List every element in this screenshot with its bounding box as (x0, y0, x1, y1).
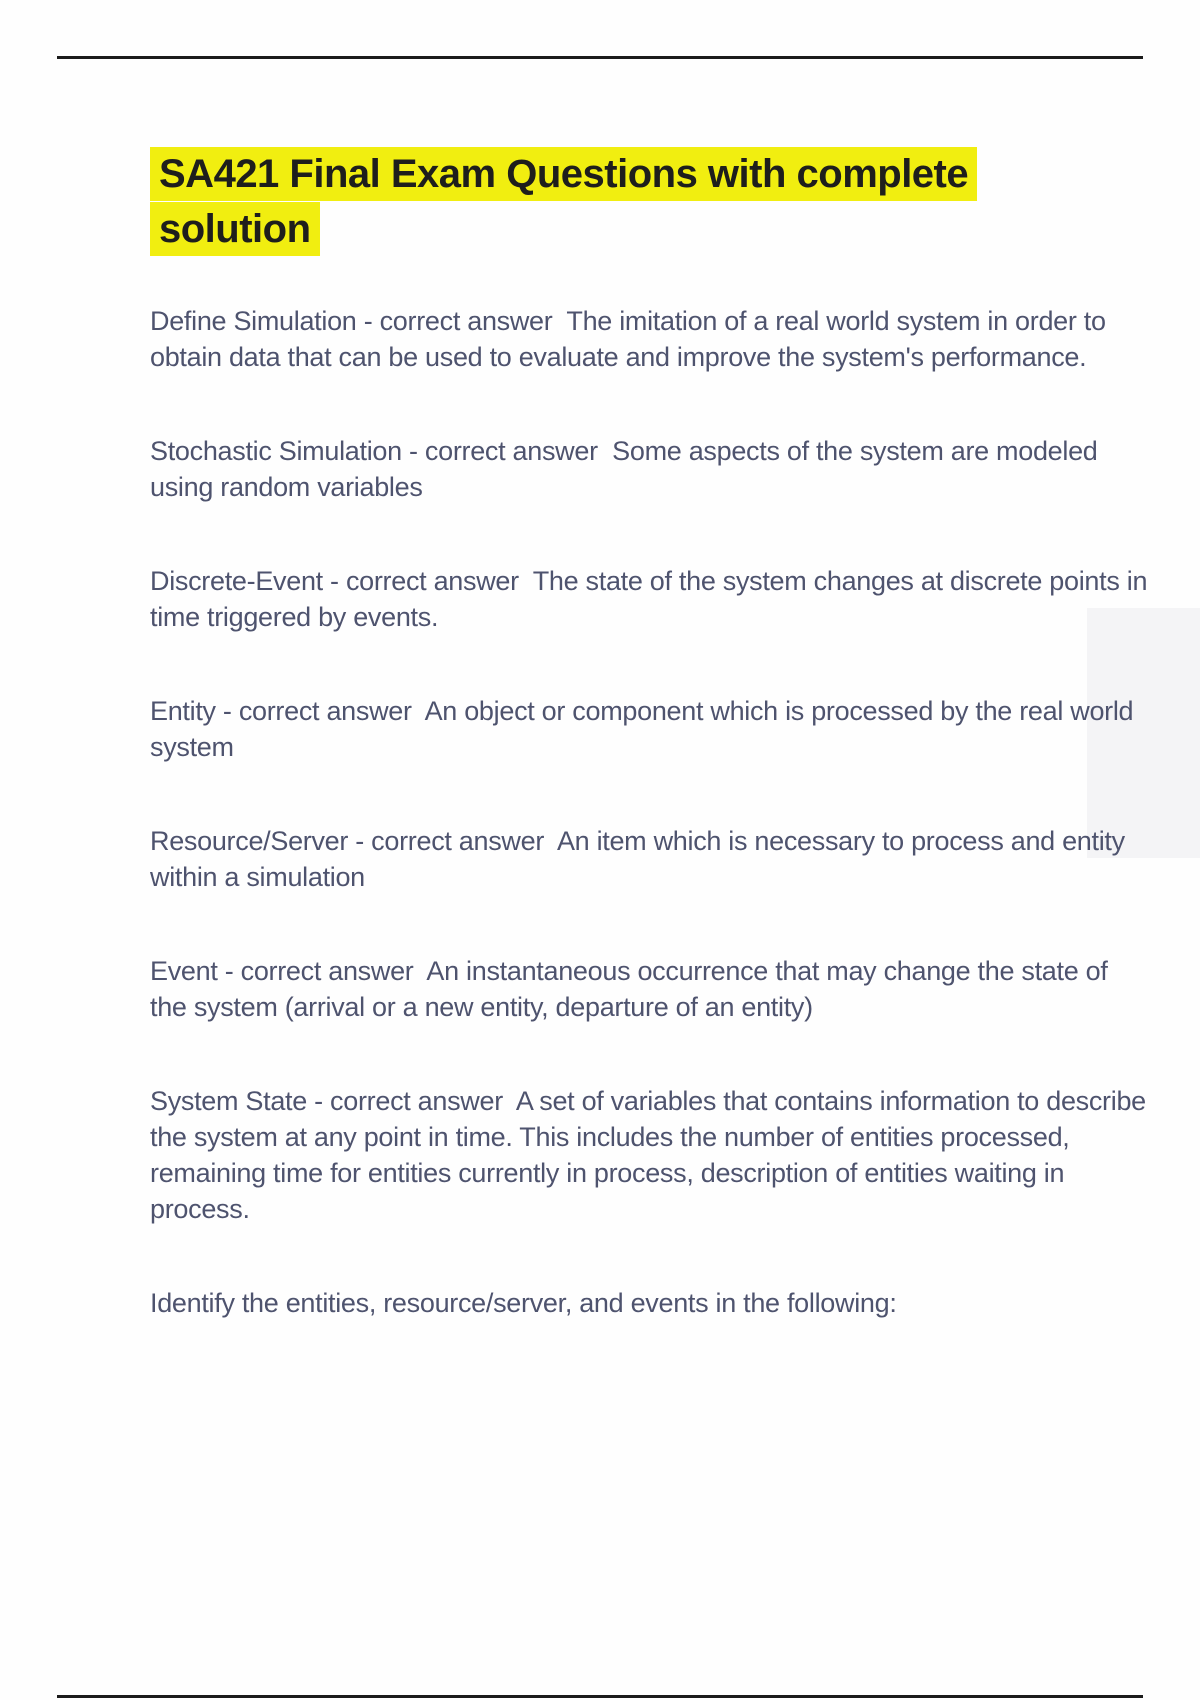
qa-paragraph: System State - correct answer A set of variables that contains information to describe the system at any point in time. This includes the number of entities processed, remaining time for entities currently in process, description of entities waiting in process. (150, 1086, 1154, 1224)
document-content (150, 147, 1155, 1321)
bottom-rule (57, 1695, 1143, 1698)
title-highlight: SA421 Final Exam Questions with complete solution (150, 147, 977, 256)
qa-paragraph: Resource/Server - correct answer An item which is necessary to process and entity within a simulation (150, 826, 1133, 892)
qa-paragraph: Define Simulation - correct answer The imitation of a real world system in order to obtain data that can be used to evaluate and improve the system's performance. (150, 306, 1113, 372)
qa-paragraph: Event - correct answer An instantaneous occurrence that may change the state of the system (arrival or a new entity, departure of an entity) (150, 956, 1115, 1022)
page-title (150, 147, 1020, 257)
qa-paragraph: Discrete-Event - correct answer The state of the system changes at discrete points in time triggered by events. (150, 566, 1155, 632)
qa-paragraph: Entity - correct answer An object or component which is processed by the real world system (150, 696, 1141, 762)
qa-paragraph: Stochastic Simulation - correct answer Some aspects of the system are modeled using random variables (150, 436, 1105, 502)
qa-paragraph: Identify the entities, resource/server, and events in the following: (150, 1288, 897, 1318)
top-rule (57, 56, 1143, 59)
